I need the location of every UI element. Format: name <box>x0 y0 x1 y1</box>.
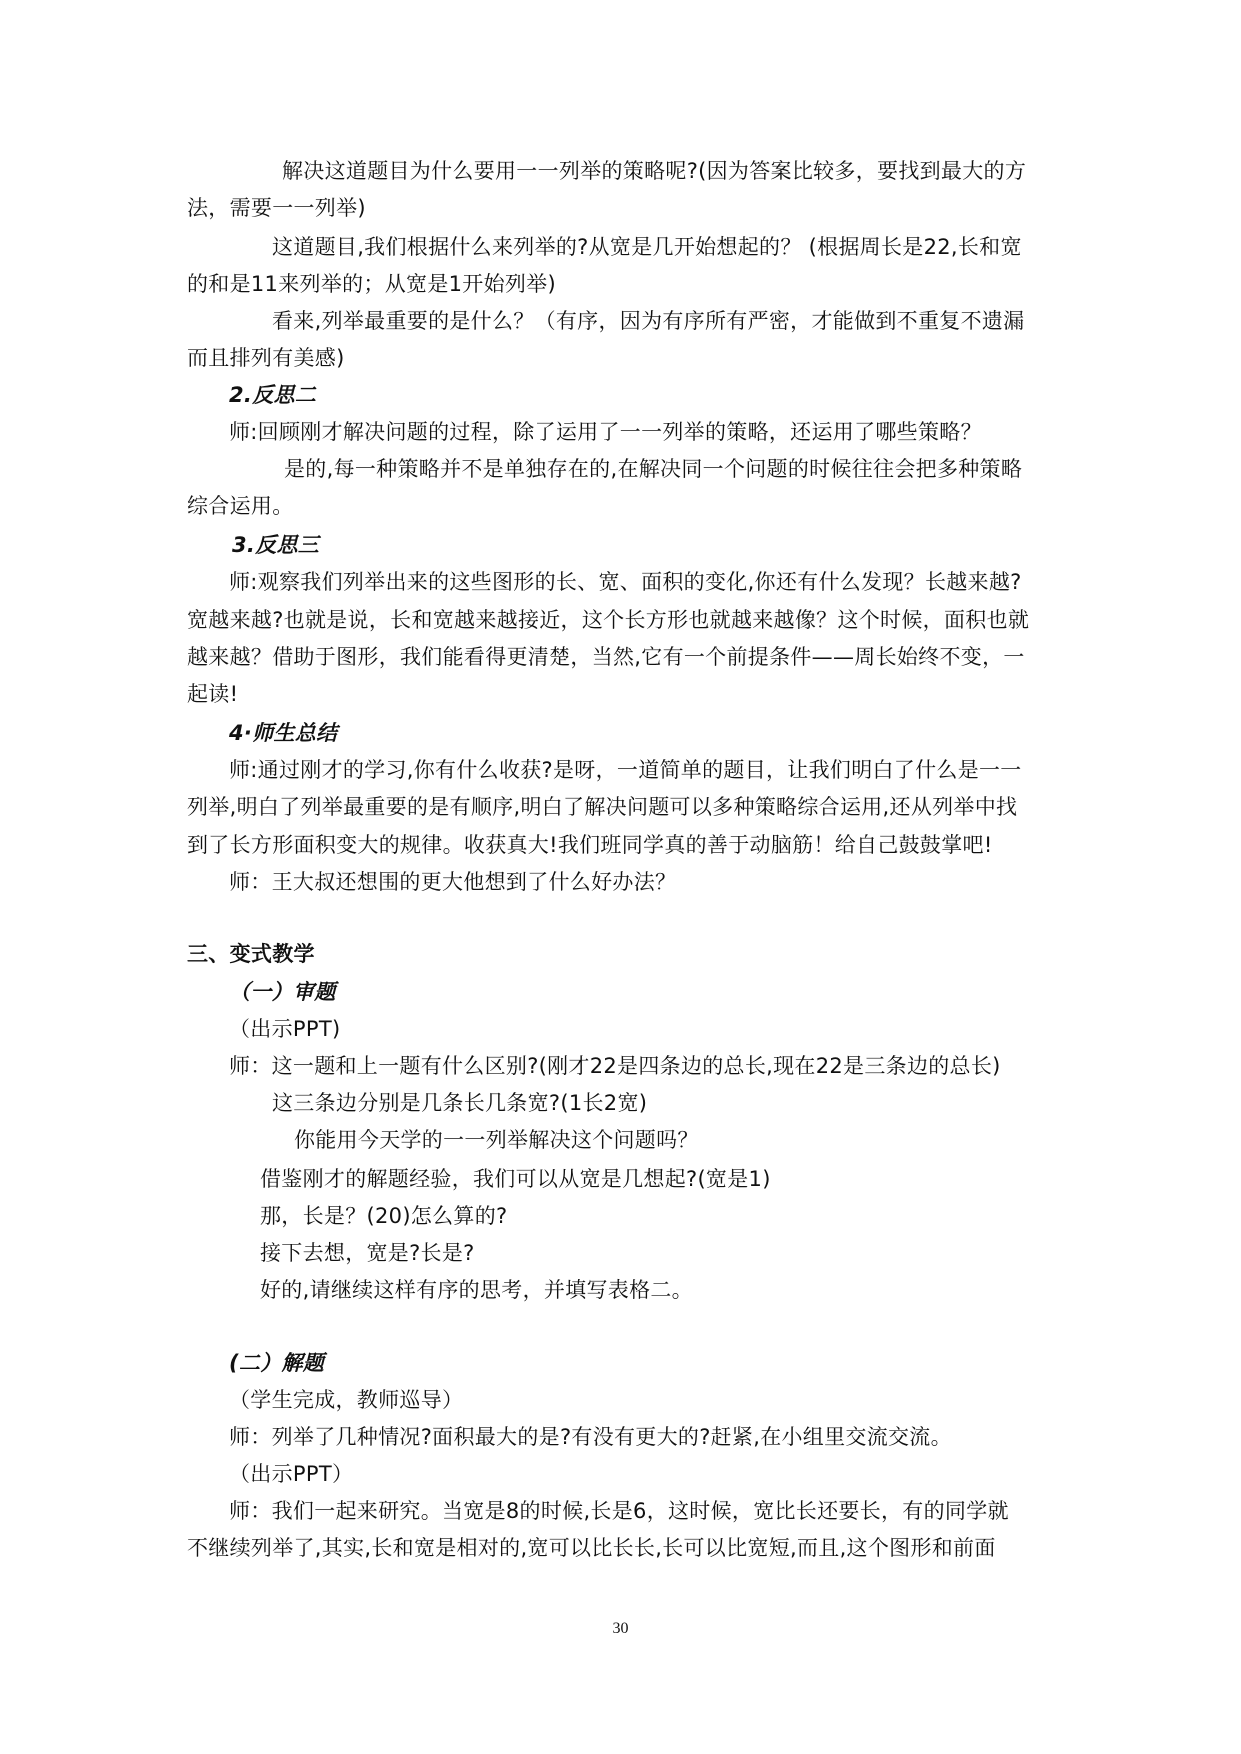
paragraph-line: 越来越？借助于图形，我们能看得更清楚，当然,它有一个前提条件——周长始终不变，一 <box>187 645 1025 669</box>
paragraph-line: 师:回顾刚才解决问题的过程，除了运用了一一列举的策略，还运用了哪些策略？ <box>229 420 982 444</box>
paragraph-line: 的和是11来列举的；从宽是1开始列举) <box>187 272 556 296</box>
paragraph-line: 那，长是？(20)怎么算的? <box>260 1204 508 1228</box>
paragraph-line: 师：我们一起来研究。当宽是8的时候,长是6，这时候，宽比长还要长，有的同学就 <box>229 1499 1009 1523</box>
section-heading: 4·师生总结 <box>229 721 338 745</box>
paragraph-line: 到了长方形面积变大的规律。收获真大!我们班同学真的善于动脑筋！给自己鼓鼓掌吧! <box>187 833 993 857</box>
paragraph-line: 法，需要一一列举) <box>187 196 366 220</box>
paragraph-line: 师:通过刚才的学习,你有什么收获?是呀，一道简单的题目，让我们明白了什么是一一 <box>229 758 1022 782</box>
section-heading: (二）解题 <box>229 1351 325 1375</box>
paragraph-line: 看来,列举最重要的是什么？（有序，因为有序所有严密，才能做到不重复不遗漏 <box>272 309 1025 333</box>
paragraph-line: 师：列举了几种情况?面积最大的是?有没有更大的?赶紧,在小组里交流交流。 <box>229 1425 952 1449</box>
paragraph-line: 师：这一题和上一题有什么区别?(刚才22是四条边的总长,现在22是三条边的总长) <box>229 1054 1001 1078</box>
paragraph-line: 师：王大叔还想围的更大他想到了什么好办法？ <box>229 870 677 894</box>
section-heading: （一）审题 <box>229 980 336 1004</box>
paragraph-line: 借鉴刚才的解题经验，我们可以从宽是几想起?(宽是1) <box>260 1167 771 1191</box>
paragraph-line: 好的,请继续这样有序的思考，并填写表格二。 <box>260 1278 693 1302</box>
paragraph-line: 这道题目,我们根据什么来列举的?从宽是几开始想起的？ (根据周长是22,长和宽 <box>272 235 1022 259</box>
section-heading: 2.反思二 <box>229 383 317 407</box>
paragraph-line: 不继续列举了,其实,长和宽是相对的,宽可以比长长,长可以比宽短,而且,这个图形和前面 <box>187 1536 996 1560</box>
paragraph-line: 是的,每一种策略并不是单独存在的,在解决同一个问题的时候往往会把多种策略 <box>284 457 1023 481</box>
chapter-heading: 三、变式教学 <box>187 942 315 966</box>
paragraph-line: 起读! <box>187 682 239 706</box>
paragraph-line: 宽越来越?也就是说，长和宽越来越接近，这个长方形也就越来越像？这个时候，面积也就 <box>187 608 1030 632</box>
paragraph-line: 列举,明白了列举最重要的是有顺序,明白了解决问题可以多种策略综合运用,还从列举中找 <box>187 795 1018 819</box>
paragraph-line: 接下去想，宽是?长是? <box>260 1241 475 1265</box>
paragraph-line: 而且排列有美感) <box>187 346 345 370</box>
paragraph-line: 综合运用。 <box>187 494 294 518</box>
section-heading: 3.反思三 <box>232 533 320 557</box>
page-number: 30 <box>612 1620 629 1637</box>
paragraph-line: （出示PPT) <box>229 1017 341 1041</box>
paragraph-line: 解决这道题目为什么要用一一列举的策略呢?(因为答案比较多，要找到最大的方 <box>282 159 1027 183</box>
paragraph-line: （出示PPT） <box>229 1462 354 1486</box>
paragraph-line: 你能用今天学的一一列举解决这个问题吗？ <box>294 1128 699 1152</box>
paragraph-line: 这三条边分别是几条长几条宽?(1长2宽) <box>272 1091 648 1115</box>
paragraph-line: （学生完成，教师巡导） <box>229 1388 464 1412</box>
paragraph-line: 师:观察我们列举出来的这些图形的长、宽、面积的变化,你还有什么发现？长越来越? <box>229 570 1022 594</box>
